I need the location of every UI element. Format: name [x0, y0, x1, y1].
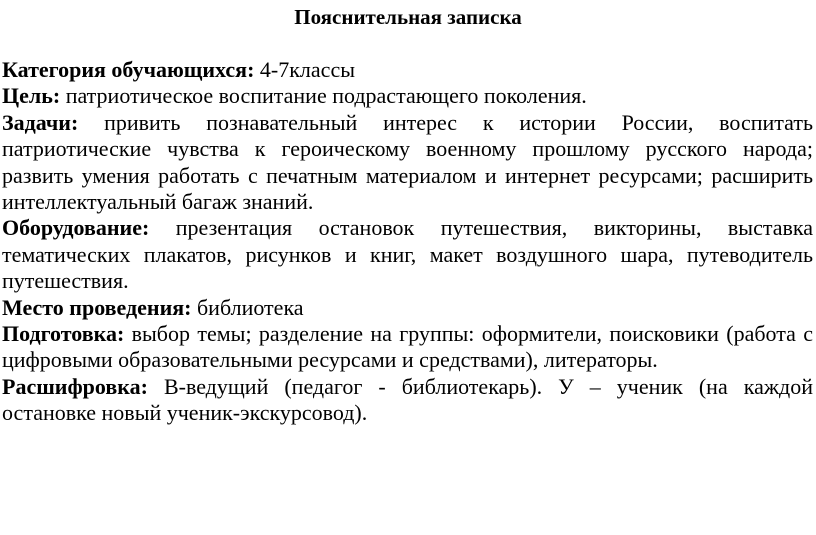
section-text: В-ведущий (педагог - библиотекарь). У – ученик (на каждой остановке новый ученик-экскурсовод). [2, 373, 814, 426]
section-goal [2, 83, 813, 109]
section-text: привить познавательный интерес к истории России, воспитать патриотические чувства к героическому военному прошлому русского народа; развить умения работать с печатным материалом и интернет ресурсами; расширить интеллектуальный багаж знаний. [2, 109, 814, 215]
section-label: Цель: [2, 83, 61, 109]
section-preparation [2, 321, 813, 374]
section-text: 4-7классы [259, 57, 355, 82]
section-legend [2, 374, 813, 427]
section-equipment [2, 215, 813, 294]
section-label: Место проведения: [2, 294, 192, 320]
section-text: презентация остановок путешествия, викторины, выставка тематических плакатов, рисунков и книг, макет воздушного шара, путеводитель путешествия. [2, 215, 814, 294]
document-title: Пояснительная записка [294, 5, 522, 29]
section-label: Расшифровка: [2, 373, 148, 399]
section-category [2, 57, 813, 83]
document-body [2, 57, 813, 427]
section-text: патриотическое воспитание подрастающего поколения. [65, 83, 587, 109]
section-text: библиотека [196, 294, 304, 320]
section-tasks [2, 110, 813, 216]
section-label: Задачи: [2, 109, 79, 135]
section-text: выбор темы; разделение на группы: оформители, поисковики (работа с цифровыми образовательными ресурсами и средствами), литераторы. [2, 321, 814, 373]
section-venue [2, 295, 813, 321]
section-label: Оборудование: [2, 215, 150, 241]
section-label: Категория обучающихся: [2, 57, 255, 82]
section-label: Подготовка: [2, 321, 125, 347]
